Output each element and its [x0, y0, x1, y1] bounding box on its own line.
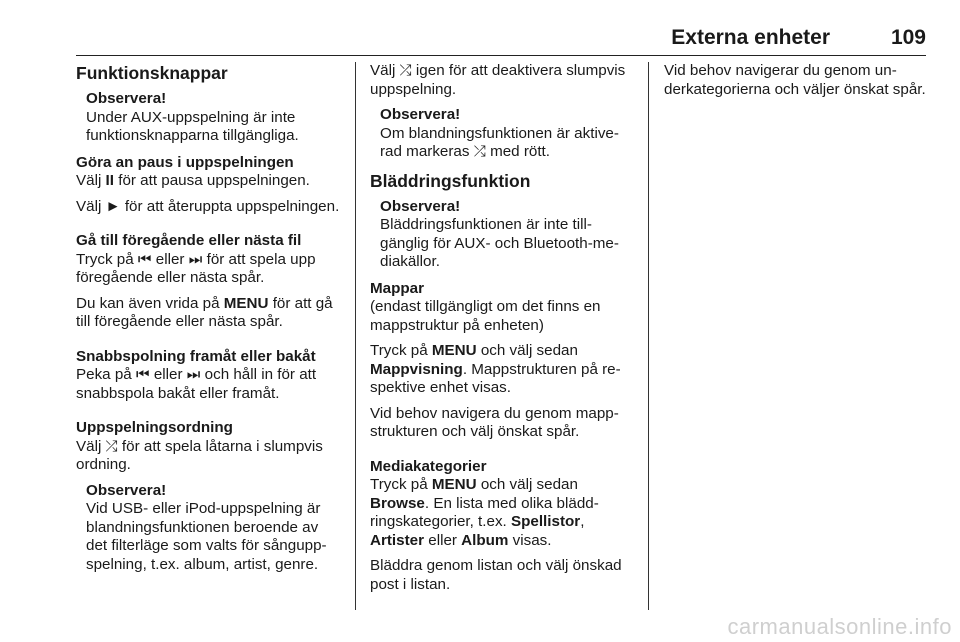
- note-text: Vid USB- eller iPod-uppspelning är blandningsfunktionen beroende av det filterläge som valts för sånguppspelning, t.ex. album, artist, genre.: [86, 500, 327, 573]
- column-3: [664, 62, 930, 106]
- pause-icon: II: [105, 172, 114, 189]
- note-box: [380, 106, 634, 162]
- paragraph: Vid behov navigerar du genom underkategorierna och väljer önskat spår.: [664, 62, 926, 98]
- paragraph: Tryck på MENU och välj sedan Mappvisning. Mappstrukturen på respektive enhet visas.: [370, 342, 621, 396]
- subheading: Göra an paus i uppspelningen: [76, 153, 294, 171]
- note-text: Under AUX-uppspelning är inte funktionsknapparna tillgängliga.: [86, 108, 299, 144]
- note-box: [86, 90, 342, 146]
- column-divider: [648, 62, 649, 610]
- paragraph: Tryck på MENU och välj sedan Browse. En lista med olika bläddringskategorier, t.ex. Spellistor, Artister eller Album visas.: [370, 476, 599, 549]
- header-rule: [76, 55, 926, 56]
- subheading: Mappar: [370, 279, 425, 297]
- note-text: Bläddringsfunktionen är inte tillgänglig för AUX- och Bluetooth-mediakällor.: [380, 216, 619, 270]
- subheading: Gå till föregående eller nästa fil: [76, 232, 302, 249]
- paragraph: Du kan även vrida på MENU för att gå till föregående eller nästa spår.: [76, 294, 333, 330]
- note-box: [86, 482, 342, 575]
- paragraph: (endast tillgängligt om det finns en mappstruktur på enheten): [370, 298, 601, 334]
- column-1: [76, 62, 342, 582]
- column-2: [370, 62, 634, 601]
- paragraph: Vid behov navigera du genom mappstrukturen och välj önskat spår.: [370, 404, 619, 440]
- shuffle-icon: ⤮: [399, 62, 412, 79]
- chapter-title: Externa enheter: [671, 26, 830, 49]
- watermark: carmanualsonline.info: [727, 614, 952, 639]
- note-title: Observera!: [380, 197, 461, 215]
- note-title: Observera!: [86, 481, 167, 499]
- shuffle-icon: ⤮: [473, 143, 486, 160]
- play-icon: ►: [105, 197, 121, 215]
- note-text: Om blandningsfunktionen är aktiverad markeras ⤮ med rött.: [380, 124, 619, 160]
- note-box: [380, 198, 634, 272]
- menu-option: Album: [461, 531, 509, 549]
- subheading: Uppspelningsordning: [76, 419, 233, 436]
- menu-option: Mappvisning: [370, 360, 463, 378]
- next-track-icon: ⏭: [186, 366, 201, 383]
- menu-key: MENU: [223, 294, 269, 312]
- paragraph: Peka på ⏮ eller ⏭ och håll in för att snabbspola bakåt eller framåt.: [76, 366, 317, 402]
- menu-key: MENU: [431, 342, 477, 359]
- previous-track-icon: ⏮: [137, 250, 152, 268]
- paragraph: Välj ⤮ för att spela låtarna i slumpvis ordning.: [76, 437, 323, 473]
- subheading: Mediakategorier: [370, 457, 487, 475]
- column-divider: [355, 62, 356, 610]
- menu-key: MENU: [431, 476, 477, 493]
- menu-option: Artister: [370, 531, 425, 549]
- paragraph: Tryck på ⏮ eller ⏭ för att spela upp föregående eller nästa spår.: [76, 250, 316, 286]
- paragraph: Välj II för att pausa uppspelningen.: [76, 172, 310, 189]
- note-title: Observera!: [86, 90, 167, 107]
- paragraph: Välj ► för att återuppta uppspelningen.: [76, 197, 340, 215]
- section-heading: Bläddringsfunktion: [370, 170, 531, 191]
- section-heading: Funktionsknappar: [76, 63, 228, 83]
- previous-track-icon: ⏮: [135, 366, 150, 383]
- note-title: Observera!: [380, 106, 461, 123]
- page-header: [76, 26, 926, 52]
- shuffle-icon: ⤮: [105, 437, 118, 455]
- menu-option: Spellistor: [510, 513, 581, 530]
- paragraph: Välj ⤮ igen för att deaktivera slumpvis uppspelning.: [370, 62, 626, 98]
- menu-option: Browse: [370, 494, 425, 512]
- next-track-icon: ⏭: [188, 250, 203, 268]
- page-number: 109: [890, 26, 926, 49]
- subheading: Snabbspolning framåt eller bakåt: [76, 347, 316, 365]
- paragraph: Bläddra genom listan och välj önskad post i listan.: [370, 557, 622, 593]
